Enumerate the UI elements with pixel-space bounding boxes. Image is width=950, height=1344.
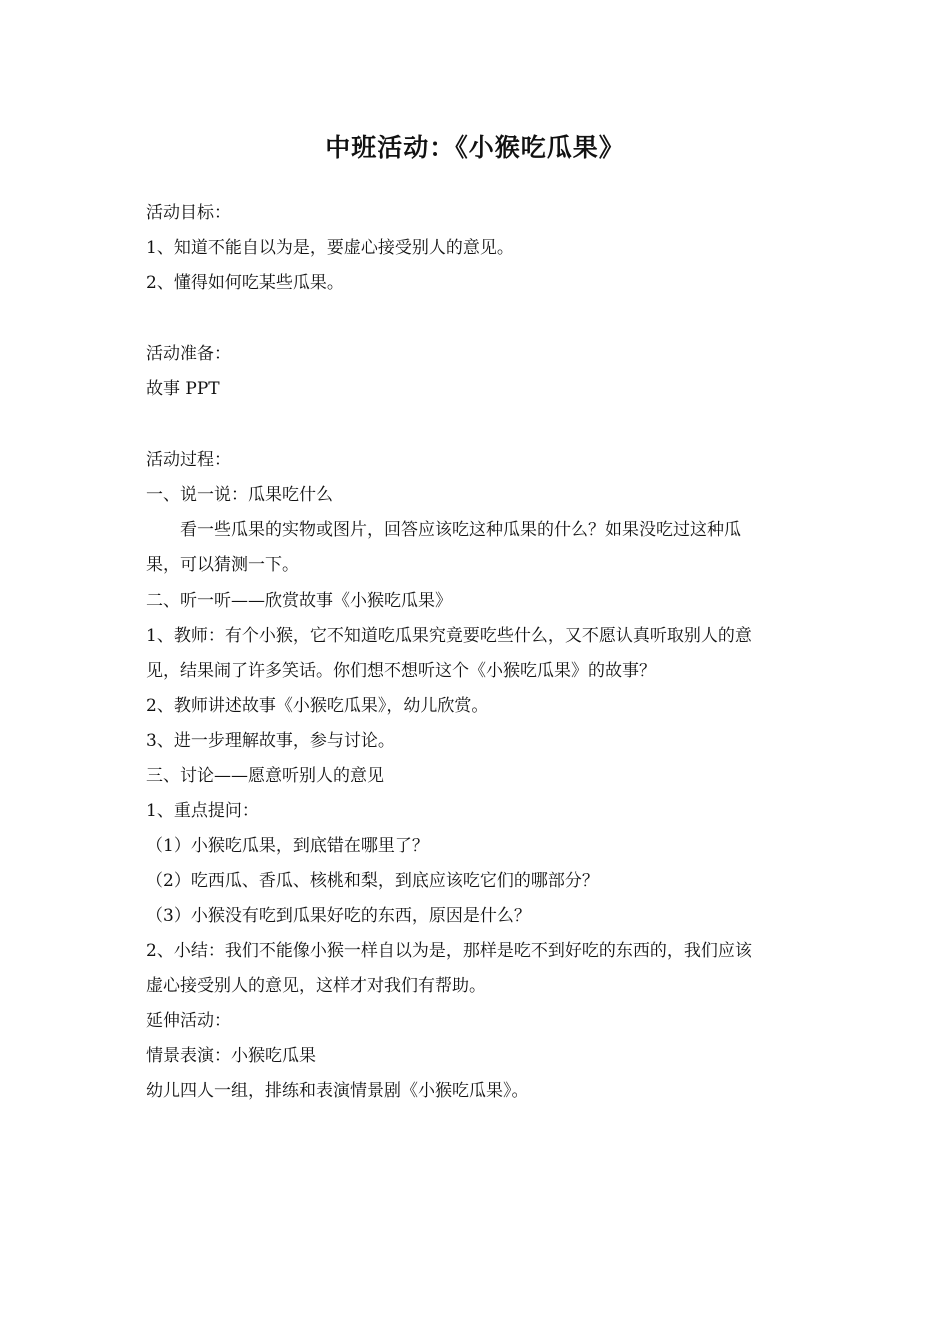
section-2-item-2: 2、教师讲述故事《小猴吃瓜果》，幼儿欣赏。 bbox=[146, 696, 489, 716]
goal-item-2: 2、懂得如何吃某些瓜果。 bbox=[146, 273, 344, 293]
extension-line-2: 幼儿四人一组，排练和表演情景剧《小猴吃瓜果》。 bbox=[146, 1081, 529, 1101]
section-2-item-3: 3、进一步理解故事，参与讨论。 bbox=[146, 731, 395, 751]
section-3-question-3: （3）小猴没有吃到瓜果好吃的东西，原因是什么？ bbox=[146, 906, 531, 926]
goals-heading: 活动目标： bbox=[146, 203, 231, 223]
section-1-text-line-2: 果，可以猜测一下。 bbox=[146, 555, 299, 575]
extension-line-1: 情景表演：小猴吃瓜果 bbox=[146, 1046, 316, 1066]
section-3-item-2-line-2: 虚心接受别人的意见，这样才对我们有帮助。 bbox=[146, 976, 486, 996]
goal-item-1: 1、知道不能自以为是，要虚心接受别人的意见。 bbox=[146, 238, 514, 258]
section-3-heading: 三、讨论——愿意听别人的意见 bbox=[146, 766, 384, 786]
section-3-question-1: （1）小猴吃瓜果，到底错在哪里了？ bbox=[146, 836, 429, 856]
prep-item-1: 故事 PPT bbox=[146, 379, 220, 399]
section-1-text-line-1: 看一些瓜果的实物或图片，回答应该吃这种瓜果的什么？如果没吃过这种瓜 bbox=[180, 520, 741, 540]
section-3-question-2: （2）吃西瓜、香瓜、核桃和梨，到底应该吃它们的哪部分？ bbox=[146, 871, 599, 891]
section-2-item-1-line-2: 见，结果闹了许多笑话。你们想不想听这个《小猴吃瓜果》的故事？ bbox=[146, 661, 656, 681]
section-3-item-2-line-1: 2、小结：我们不能像小猴一样自以为是，那样是吃不到好吃的东西的，我们应该 bbox=[146, 941, 752, 961]
page-title: 中班活动：《小猴吃瓜果》 bbox=[325, 133, 625, 162]
prep-heading: 活动准备： bbox=[146, 344, 231, 364]
section-2-heading: 二、听一听——欣赏故事《小猴吃瓜果》 bbox=[146, 591, 452, 611]
extension-heading: 延伸活动： bbox=[146, 1011, 231, 1031]
section-3-item-1: 1、重点提问： bbox=[146, 801, 259, 821]
process-heading: 活动过程： bbox=[146, 450, 231, 470]
section-2-item-1-line-1: 1、教师：有个小猴，它不知道吃瓜果究竟要吃些什么，又不愿认真听取别人的意 bbox=[146, 626, 752, 646]
section-1-heading: 一、说一说：瓜果吃什么 bbox=[146, 485, 333, 505]
